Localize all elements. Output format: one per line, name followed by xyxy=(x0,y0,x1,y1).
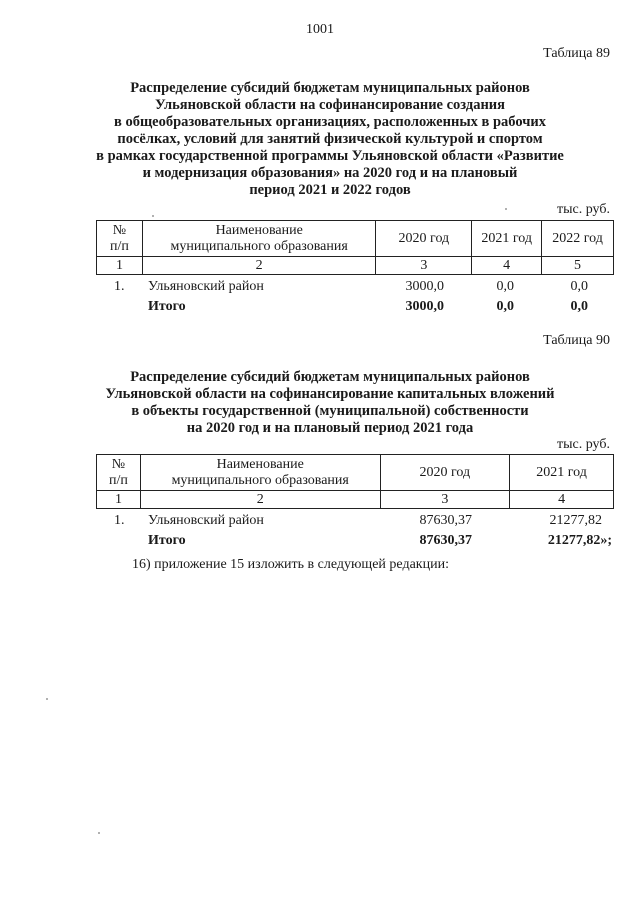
scan-speck xyxy=(46,698,48,700)
header-2020-cell: 2020 год xyxy=(380,455,510,491)
total-label: Итого xyxy=(148,299,186,314)
index-cell: 2 xyxy=(142,257,376,275)
total-label: Итого xyxy=(148,533,186,548)
title-line: период 2021 и 2022 годов xyxy=(249,182,411,198)
table-90-unit: тыс. руб. xyxy=(557,437,610,452)
total-value-2020: 3000,0 xyxy=(405,299,444,314)
total-value-2022: 0,0 xyxy=(570,299,588,314)
table-89-unit: тыс. руб. xyxy=(557,202,610,217)
row-district-name: Ульяновский район xyxy=(148,513,264,528)
row-number: 1. xyxy=(114,279,125,294)
table-90-label: Таблица 90 xyxy=(543,333,610,348)
header-number-cell: № п/п xyxy=(97,455,141,491)
total-value-2021: 21277,82»; xyxy=(547,533,612,548)
title-line: в объекты государственной (муниципальной) собственности xyxy=(131,403,529,419)
total-row xyxy=(0,299,640,317)
index-cell: 1 xyxy=(97,491,141,509)
scan-speck xyxy=(152,215,154,217)
header-number-cell: № п/п xyxy=(97,221,143,257)
title-line: Распределение субсидий бюджетам муниципальных районов xyxy=(130,369,530,385)
index-cell: 4 xyxy=(472,257,542,275)
index-cell: 5 xyxy=(542,257,614,275)
column-index-row xyxy=(97,257,614,275)
title-line: на 2020 год и на плановый период 2021 года xyxy=(186,420,474,436)
page-number: 1001 xyxy=(306,22,334,37)
row-value-2021: 21277,82 xyxy=(549,513,602,528)
title-line: в рамках государственной программы Ульяновской области «Развитие xyxy=(96,148,564,164)
table-90-title xyxy=(60,369,600,437)
title-line: Ульяновской области на софинансирование капитальных вложений xyxy=(105,386,555,402)
table-row xyxy=(0,513,640,531)
table-89-label: Таблица 89 xyxy=(543,46,610,61)
title-line: в общеобразовательных организациях, расположенных в рабочих xyxy=(113,114,547,130)
index-cell: 4 xyxy=(510,491,614,509)
row-number: 1. xyxy=(114,513,125,528)
closing-instruction: 16) приложение 15 изложить в следующей редакции: xyxy=(132,557,449,572)
index-cell: 1 xyxy=(97,257,143,275)
table-90-header xyxy=(96,454,614,509)
scan-speck xyxy=(505,208,507,210)
title-line: и модернизация образования» на 2020 год и на плановый xyxy=(142,165,518,181)
row-value-2021: 0,0 xyxy=(496,279,514,294)
index-cell: 2 xyxy=(140,491,380,509)
header-2021-cell: 2021 год xyxy=(510,455,614,491)
table-row xyxy=(0,279,640,297)
row-value-2022: 0,0 xyxy=(570,279,588,294)
total-value-2020: 87630,37 xyxy=(419,533,472,548)
table-89-header xyxy=(96,220,614,275)
header-2021-cell: 2021 год xyxy=(472,221,542,257)
table-89-title xyxy=(60,80,600,199)
scan-speck xyxy=(98,832,100,834)
row-value-2020: 3000,0 xyxy=(405,279,444,294)
header-name-cell: Наименование муниципального образования xyxy=(140,455,380,491)
title-line: Ульяновской области на софинансирование создания xyxy=(154,97,506,113)
column-index-row xyxy=(97,491,614,509)
total-value-2021: 0,0 xyxy=(496,299,514,314)
header-name-cell: Наименование муниципального образования xyxy=(142,221,376,257)
row-value-2020: 87630,37 xyxy=(419,513,472,528)
index-cell: 3 xyxy=(376,257,472,275)
header-2022-cell: 2022 год xyxy=(542,221,614,257)
header-2020-cell: 2020 год xyxy=(376,221,472,257)
row-district-name: Ульяновский район xyxy=(148,279,264,294)
title-line: Распределение субсидий бюджетам муниципальных районов xyxy=(130,80,530,96)
index-cell: 3 xyxy=(380,491,510,509)
total-row xyxy=(0,533,640,551)
title-line: посёлках, условий для занятий физической культурой и спортом xyxy=(117,131,543,147)
